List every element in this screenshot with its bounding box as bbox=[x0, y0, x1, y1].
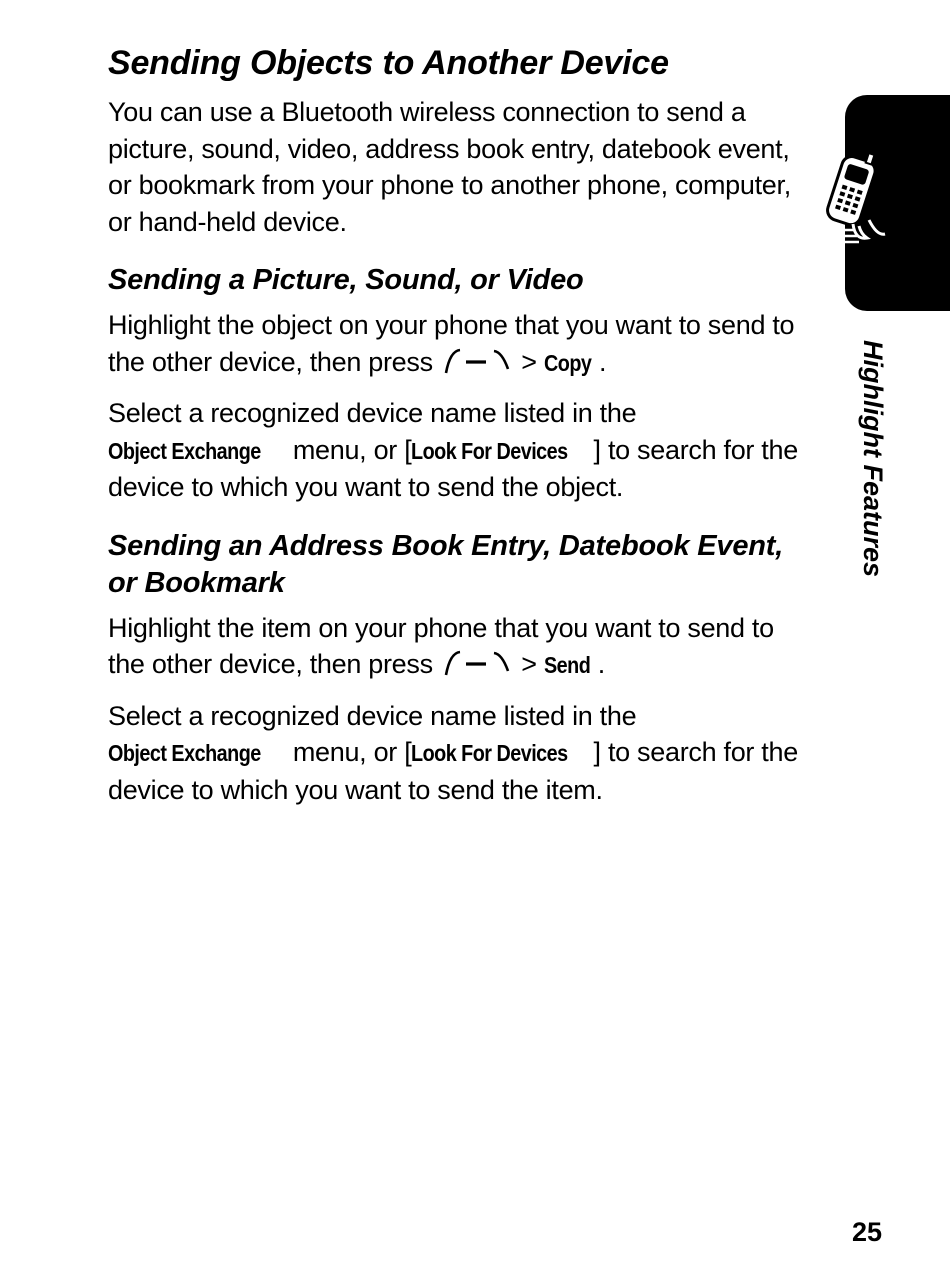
section1-step2 bbox=[108, 395, 813, 506]
menu-name-object-exchange: Object Exchange bbox=[108, 437, 261, 464]
section1-step2-after: to search for the device to which you want to send the object. bbox=[108, 434, 798, 502]
bracket-close: ] bbox=[593, 737, 601, 767]
section-heading-address-book-datebook-bookmark bbox=[108, 528, 813, 602]
bracket-close: ] bbox=[593, 434, 601, 465]
option-look-for-devices: Look For Devices bbox=[411, 740, 569, 766]
phone-icon bbox=[797, 150, 889, 246]
chapter-tab-label: Highlight Features bbox=[858, 340, 888, 578]
menu-item-copy: Copy bbox=[543, 349, 592, 376]
section1-step1-period: . bbox=[599, 346, 607, 377]
section2-step1-separator: > bbox=[521, 649, 537, 679]
section2-step2-mid: menu, or bbox=[292, 737, 397, 767]
section-heading-picture-sound-video: Sending a Picture, Sound, or Video bbox=[108, 264, 584, 296]
section2-heading-line2: or Bookmark bbox=[108, 566, 285, 599]
bracket-open: [ bbox=[404, 737, 412, 767]
section2-step1-period: . bbox=[597, 649, 605, 679]
section2-step2 bbox=[108, 698, 813, 809]
section2-heading-line1: Sending an Address Book Entry, Datebook Event, bbox=[108, 529, 784, 562]
bracket-open: [ bbox=[404, 434, 412, 465]
page-title: Sending Objects to Another Device bbox=[108, 44, 669, 82]
page-content bbox=[108, 40, 813, 822]
option-look-for-devices: Look For Devices bbox=[411, 437, 569, 464]
section2-step1-text: Highlight the item on your phone that you want to send to the other device, then press bbox=[108, 612, 774, 679]
section1-step1-text: Highlight the object on your phone that you want to send to the other device, then press bbox=[108, 310, 795, 377]
section2-step2-before: Select a recognized device name listed in the bbox=[108, 700, 637, 731]
menu-key-icon bbox=[442, 649, 512, 677]
section1-step2-before: Select a recognized device name listed in the bbox=[108, 398, 637, 428]
section1-step2-mid: menu, or bbox=[292, 434, 397, 465]
menu-item-send: Send bbox=[543, 652, 591, 678]
section2-step2-after: to search for the device to which you want to send the item. bbox=[108, 737, 798, 805]
section2-step1 bbox=[108, 610, 813, 684]
menu-key-icon bbox=[442, 347, 512, 375]
section1-step1-separator: > bbox=[521, 346, 537, 377]
intro-paragraph: You can use a Bluetooth wireless connection to send a picture, sound, video, address book entry, datebook event, or bookmark from your phone to another phone, computer, or hand-held device. bbox=[108, 97, 791, 237]
page-number: 25 bbox=[852, 1217, 883, 1247]
menu-name-object-exchange: Object Exchange bbox=[108, 740, 261, 766]
section1-step1 bbox=[108, 307, 813, 381]
